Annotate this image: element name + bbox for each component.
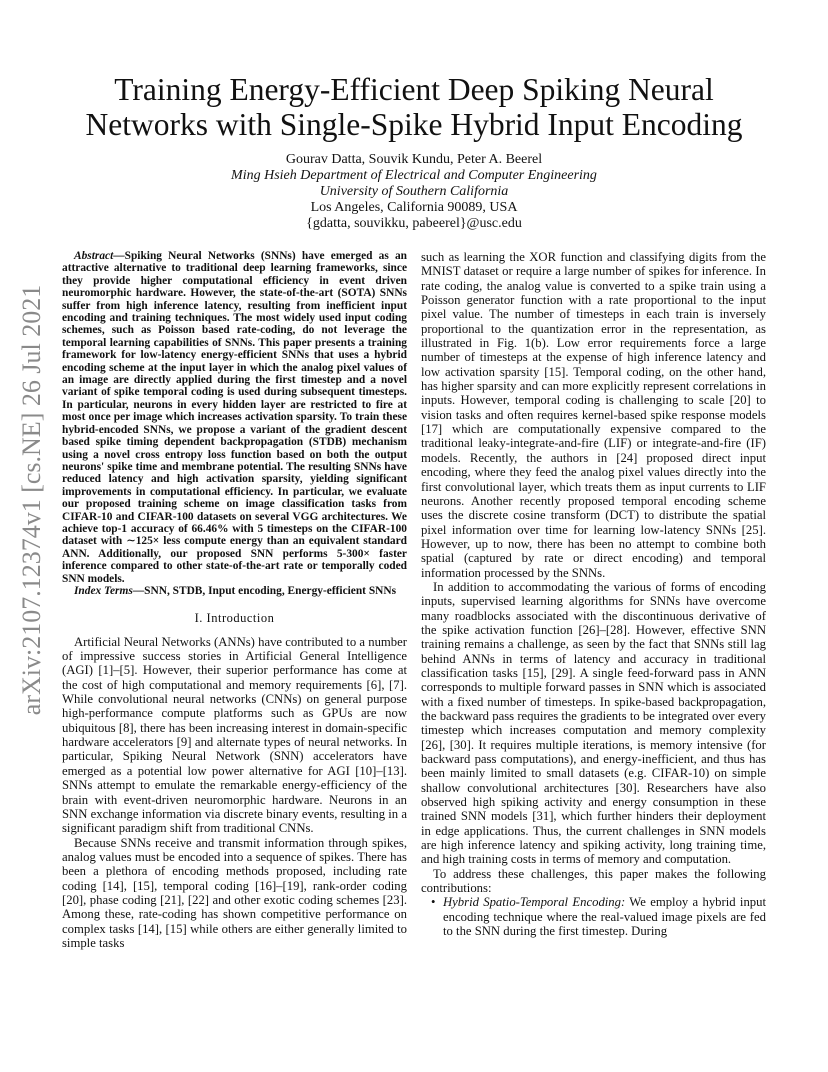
- contribution-bullet: [421, 895, 766, 938]
- author-block: [60, 152, 768, 232]
- intro-paragraph-3: such as learning the XOR function and classifying digits from the MNIST dataset or require a large number of spikes for inference. In rate coding, the analog value is converted to a spike train using a Poisson generator function with a rate proportional to the input pixel value. The number of timesteps in each train is inversely proportional to the quantization error in the representation, as illustrated in Fig. 1(b). Low error requirements force a large number of timesteps at the expense of high inference latency and low activation sparsity [15]. Temporal coding, on the other hand, has higher sparsity and can more explicitly represent correlations in inputs. However, temporal coding is challenging to scale [20] to vision tasks and often requires kernel-based spike response models [17] which are computationally expensive compared to the traditional leaky-integrate-and-fire (LIF) or integrate-and-fire (IF) models. Recently, the authors in [24] proposed direct input encoding, where they feed the analog pixel values directly into the first convolutional layer, which treats them as input currents to LIF neurons. Another recently proposed temporal encoding scheme uses the discrete cosine transform (DCT) to distribute the spatial pixel information over time for learning low-latency SNNs [25]. However, up to now, there has been no attempt to combine both spatial (captured by rate or direct encoding) and temporal information processed by the SNNs.: [421, 250, 766, 580]
- right-column: [421, 250, 766, 939]
- intro-paragraph-2: Because SNNs receive and transmit information through spikes, analog values must be encoded into a sequence of spikes. There has been a plethora of encoding methods proposed, including rate coding [14], [15], temporal coding [16]–[19], rank-order coding [20], phase coding [21], [22] and other exotic coding schemes [23]. Among these, rate-coding has shown competitive performance on complex tasks [14], [15] while others are either generally limited to simple tasks: [62, 835, 407, 950]
- intro-paragraph-4: In addition to accommodating the various of forms of encoding inputs, supervised learning algorithms for SNNs have overcome many roadblocks associated with the discontinuous derivative of the spike activation function [26]–[28]. However, effective SNN training remains a challenge, as seen by the fact that SNNs still lag behind ANNs in terms of latency and accuracy in traditional classification tasks [15], [29]. A single feed-forward pass in ANN corresponds to multiple forward passes in SNN which is associated with a fixed number of timesteps. In spike-based backpropagation, the backward pass requires the gradients to be integrated over every timestep which increases computation and memory complexity [26], [30]. It requires multiple iterations, is memory intensive (for backward pass computations), and energy-inefficient, and thus has been mainly limited to small datasets (e.g. CIFAR-10) on simple shallow convolutional architectures [30]. Researchers have also observed high spiking activity and energy consumption in these trained SNN models [31], which further hinders their deployment in edge applications. Thus, the current challenges in SNN models are high inference latency and spiking activity, long training time, and high training costs in terms of memory and computation.: [421, 579, 766, 867]
- intro-paragraph-1: Artificial Neural Networks (ANNs) have contributed to a number of impressive success stories in Artificial General Intelligence (AGI) [1]–[5]. However, their superior performance has come at the cost of high computational and memory requirements [6], [7]. While convolutional neural networks (CNNs) on general purpose high-performance compute platforms such as GPUs are now ubiquitous [8], there has been increasing interest in domain-specific hardware accelerators [9] and alternate types of neural networks. In particular, Spiking Neural Network (SNN) accelerators have emerged as a potential low power alternative for AGI [10]–[13]. SNNs attempt to emulate the remarkable energy-efficiency of the brain with event-driven neuromorphic hardware. Neurons in an SNN exchange information via discrete binary events, resulting in a significant paradigm shift from traditional CNNs.: [62, 634, 407, 836]
- intro-paragraph-5: To address these challenges, this paper makes the following contributions:: [421, 866, 766, 896]
- index-terms: [62, 585, 407, 597]
- section-heading: I. Introduction: [194, 611, 275, 626]
- contribution-label: Hybrid Spatio-Temporal Encoding:: [443, 895, 626, 910]
- index-terms-text: —SNN, STDB, Input encoding, Energy-efficient SNNs: [132, 584, 397, 597]
- author-university: University of Southern California: [319, 184, 509, 199]
- left-column: [62, 250, 407, 950]
- contribution-text: We employ a hybrid input encoding technique where the real-valued image pixels are fed to the SNN during the first timestep. During: [443, 895, 766, 939]
- title-line-2: Networks with Single-Spike Hybrid Input Encoding: [85, 107, 743, 142]
- abstract-label: Abstract: [74, 250, 114, 262]
- author-email: {gdatta, souvikku, pabeerel}@usc.edu: [306, 216, 522, 231]
- arxiv-identifier: arXiv:2107.12374v1 [cs.NE] 26 Jul 2021: [17, 284, 46, 716]
- arxiv-identifier-sidebar: [14, 284, 50, 716]
- author-department: Ming Hsieh Department of Electrical and Computer Engineering: [231, 168, 597, 183]
- author-address: Los Angeles, California 90089, USA: [310, 200, 518, 215]
- bullet-icon: •: [431, 895, 436, 910]
- title-line-1: Training Energy-Efficient Deep Spiking Neural: [114, 72, 714, 107]
- index-terms-label: Index Terms: [74, 584, 133, 597]
- paper-title: [60, 72, 768, 142]
- abstract: [62, 250, 407, 585]
- author-names: Gourav Datta, Souvik Kundu, Peter A. Beerel: [285, 152, 543, 167]
- abstract-text: —Spiking Neural Networks (SNNs) have emerged as an attractive alternative to traditional deep learning frameworks, since they provide higher computational efficiency in event driven neuromorphic hardware. However, the state-of-the-art (SOTA) SNNs suffer from high inference latency, resulting from inefficient input encoding and training techniques. The most widely used input coding schemes, such as Poisson based rate-coding, do not leverage the temporal learning capabilities of SNNs. This paper presents a training framework for low-latency energy-efficient SNNs that uses a hybrid encoding scheme at the input layer in which the analog pixel values of an image are directly applied during the first timestep and a novel variant of spike temporal coding is used during subsequent timesteps. In particular, neurons in every hidden layer are restricted to fire at most once per image which increases activation sparsity. To train these hybrid-encoded SNNs, we propose a variant of the gradient descent based spike timing dependent backpropagation (STDB) mechanism using a novel cross entropy loss function based on both the output neurons' spike time and membrane potential. The resulting SNNs have reduced latency and high activation sparsity, yielding significant improvements in computational efficiency. In particular, we evaluate our proposed training scheme on image classification tasks from CIFAR-10 and CIFAR-100 datasets on several VGG architectures. We achieve top-1 accuracy of 66.46% with 5 timesteps on the CIFAR-100 dataset with ∼125× less compute energy than an equivalent standard ANN. Additionally, our proposed SNN performs 5-300× faster inference compared to other state-of-the-art rate or temporally coded SNN models.: [62, 250, 407, 585]
